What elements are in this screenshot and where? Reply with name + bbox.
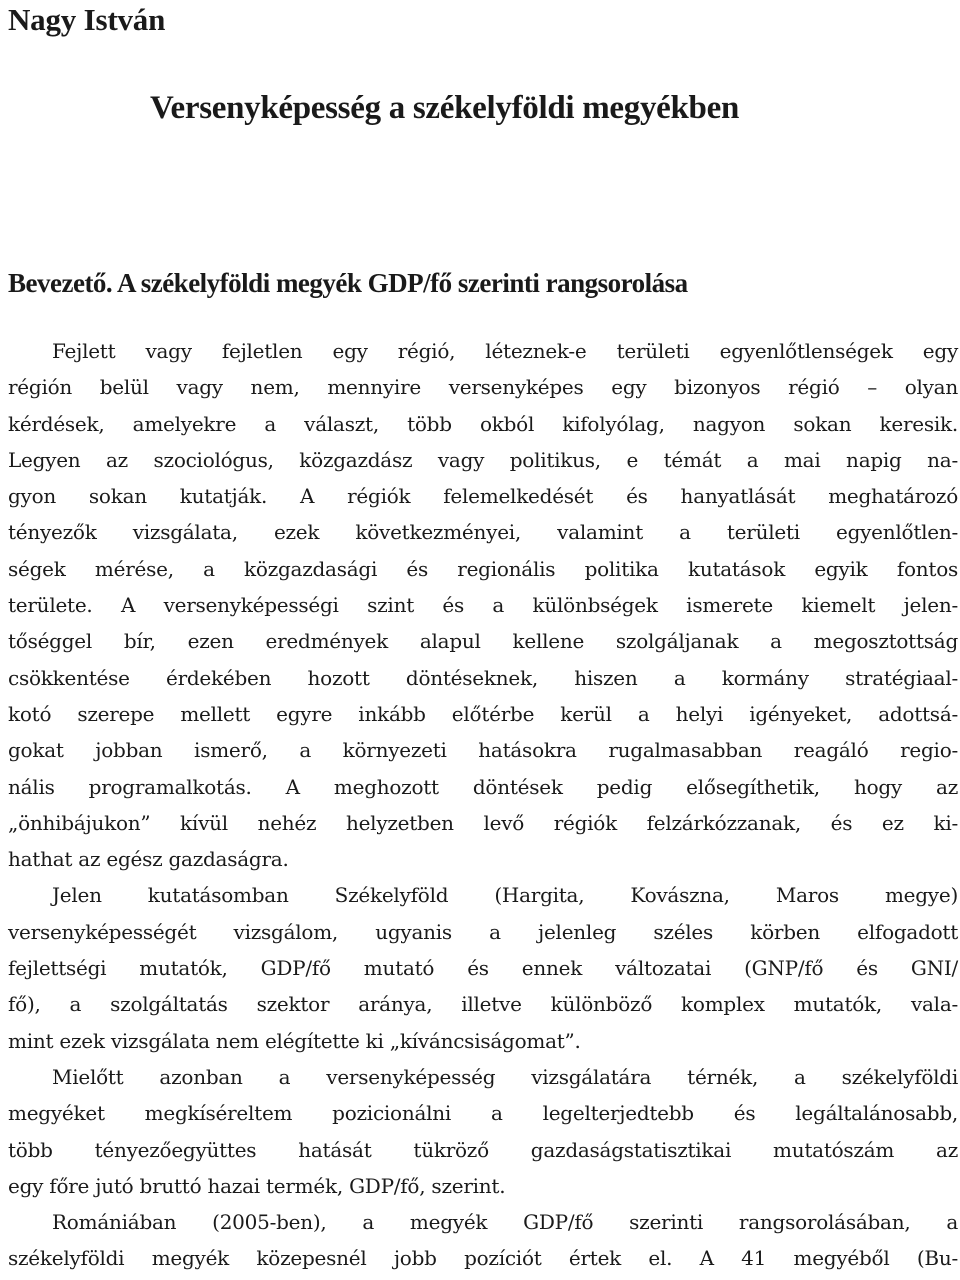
text-line: egy főre jutó bruttó hazai termék, GDP/fő, szerint. <box>8 1173 506 1198</box>
text-line: Mielőtt azonban a versenyképesség vizsgálatára térnék, a székelyföldi <box>52 1064 958 1089</box>
text-line: régión belül vagy nem, mennyire versenyképes egy bizonyos régió – olyan <box>8 375 958 400</box>
text-line: Jelen kutatásomban Székelyföld (Hargita, Kovászna, Maros megye) <box>52 883 958 908</box>
text-line: nális programalkotás. A meghozott döntések pedig elősegíthetik, hogy az <box>8 774 958 799</box>
text-line: kérdések, amelyekre a választ, több okból kifolyólag, nagyon sokan keresik. <box>8 411 958 436</box>
text-line: mint ezek vizsgálata nem elégítette ki „kíváncsiságomat”. <box>8 1028 581 1053</box>
body-text <box>8 333 958 1277</box>
text-line: tőséggel bír, ezen eredmények alapul kellene szolgáljanak a megosztottság <box>8 629 958 654</box>
paper-title: Versenyképesség a székelyföldi megyékben <box>150 90 739 126</box>
text-line: gokat jobban ismerő, a környezeti hatásokra rugalmasabban reagáló regio- <box>8 738 958 763</box>
text-line: kotó szerepe mellett egyre inkább előtérbe kerül a helyi igényeket, adottsá- <box>8 701 958 726</box>
section-heading: Bevezető. A székelyföldi megyék GDP/fő szerinti rangsorolása <box>8 268 688 298</box>
text-line: Romániában (2005-ben), a megyék GDP/fő szerinti rangsorolásában, a <box>52 1210 958 1235</box>
text-line: székelyföldi megyék közepesnél jobb pozíciót értek el. A 41 megyéből (Bu- <box>8 1246 958 1271</box>
text-line: versenyképességét vizsgálom, ugyanis a jelenleg széles körben elfogadott <box>8 919 958 944</box>
text-line: megyéket megkíséreltem pozicionálni a legelterjedtebb és legáltalánosabb, <box>8 1101 958 1126</box>
text-line: „önhibájukon” kívül nehéz helyzetben levő régiók felzárkózzanak, és ez ki- <box>8 810 958 835</box>
text-line: ségek mérése, a közgazdasági és regionális politika kutatások egyik fontos <box>8 556 958 581</box>
text-line: Legyen az szociológus, közgazdász vagy politikus, e témát a mai napig na- <box>8 447 958 472</box>
text-line: Fejlett vagy fejletlen egy régió, léteznek-e területi egyenlőtlenségek egy <box>52 339 958 363</box>
text-line: fejlettségi mutatók, GDP/fő mutató és ennek változatai (GNP/fő és GNI/ <box>8 956 958 981</box>
text-line: csökkentése érdekében hozott döntéseknek, hiszen a kormány stratégiaal- <box>8 665 958 690</box>
author-name: Nagy István <box>8 2 166 37</box>
text-line: területe. A versenyképességi szint és a különbségek ismerete kiemelt jelen- <box>8 593 958 618</box>
text-line: több tényezőegyüttes hatását tükröző gazdaságstatisztikai mutatószám az <box>8 1137 958 1162</box>
text-line: gyon sokan kutatják. A régiók felemelkedését és hanyatlását meghatározó <box>8 484 958 509</box>
text-line: fő), a szolgáltatás szektor aránya, illetve különböző komplex mutatók, vala- <box>8 992 958 1017</box>
text-line: hathat az egész gazdaságra. <box>8 847 289 872</box>
text-line: tényezők vizsgálata, ezek következményei, valamint a területi egyenlőtlen- <box>8 520 958 545</box>
